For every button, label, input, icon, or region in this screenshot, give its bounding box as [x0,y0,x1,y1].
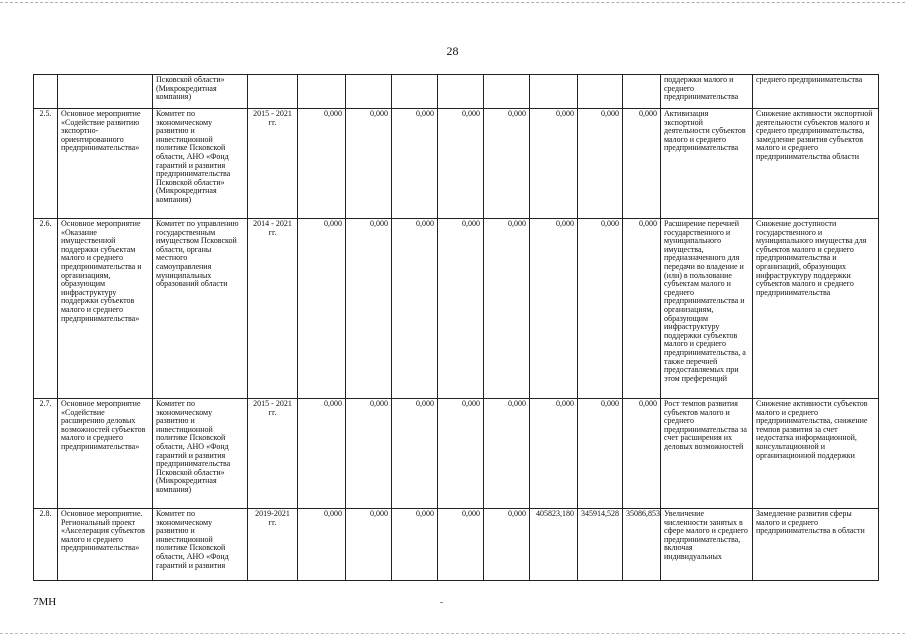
cell-v2: 0,000 [346,219,392,399]
cell-name: Основное мероприятие «Содействие развитию экспортно-ориентированного предпринимательства» [58,109,153,219]
cell-consequence: среднего предпринимательства [753,75,879,109]
cell-v4: 0,000 [438,399,484,509]
cell-v1 [298,75,346,109]
cell-result: Расширение перечней государственного и муниципального имущества, предназначенного для передачи во владение и (или) в пользование субъектам малого и среднего предпринимательства и организациям, образующим инфраструктуру поддержки субъектов малого и среднего предпринимательства, а также перечней предоставляемых при этом преференций [661,219,753,399]
table-row [34,109,879,219]
cell-v3 [392,75,438,109]
footer-code: 7МН [33,596,57,608]
cell-v4: 0,000 [438,219,484,399]
cell-period: 2014 - 2021 гг. [248,219,298,399]
cell-v6 [530,75,578,109]
cell-v6: 405823,180 [530,509,578,581]
page-number: 28 [446,44,459,58]
table-row [34,399,879,509]
cell-executor: Комитет по управлению государственным имуществом Псковской области, органы местного самоуправления муниципальных образований области [153,219,248,399]
cell-v7: 0,000 [578,219,623,399]
table-row [34,219,879,399]
cell-name: Основное мероприятие «Оказание имущественной поддержки субъектам малого и среднего предпринимательства и организациям, образующим инфраструктуру поддержки субъектов малого и среднего предпринимательства» [58,219,153,399]
cell-name: Основное мероприятие «Содействие расширению деловых возможностей субъектов малого и среднего предпринимательства» [58,399,153,509]
cell-v1: 0,000 [298,109,346,219]
scan-speck [440,602,443,603]
cell-num: 2.5. [34,109,58,219]
cell-v6: 0,000 [530,219,578,399]
cell-num: 2.7. [34,399,58,509]
table-row [34,509,879,581]
cell-v2: 0,000 [346,509,392,581]
cell-period: 2015 - 2021 гг. [248,399,298,509]
cell-v3: 0,000 [392,219,438,399]
cell-v5: 0,000 [484,219,530,399]
cell-num: 2.6. [34,219,58,399]
cell-v4 [438,75,484,109]
cell-name: Основное мероприятие. Региональный проект «Акселерация субъектов малого и среднего предпринимательства» [58,509,153,581]
cell-v1: 0,000 [298,399,346,509]
cell-v2 [346,75,392,109]
cell-executor: Комитет по экономическому развитию и инвестиционной политике Псковской области, АНО «Фонд гарантий и развития предпринимательства Псковской области» (Микрокредитная компания) [153,399,248,509]
cell-v7: 345914,528 [578,509,623,581]
table-row-continuation [34,75,879,109]
cell-num: 2.8. [34,509,58,581]
cell-v8: 35086,853 [623,509,661,581]
cell-v5 [484,75,530,109]
cell-consequence: Снижение активности субъектов малого и среднего предпринимательства, снижение темпов развития за счет недостатка информационной, консультационной и организационной поддержки [753,399,879,509]
program-measures-table [33,74,879,581]
cell-v2: 0,000 [346,399,392,509]
cell-v4: 0,000 [438,509,484,581]
cell-v6: 0,000 [530,109,578,219]
cell-executor: Псковской области» (Микрокредитная компания) [153,75,248,109]
cell-v7: 0,000 [578,109,623,219]
cell-v7 [578,75,623,109]
cell-v8: 0,000 [623,219,661,399]
cell-v1: 0,000 [298,509,346,581]
scan-edge-bottom [0,633,905,634]
cell-v5: 0,000 [484,399,530,509]
cell-v6: 0,000 [530,399,578,509]
cell-v8: 0,000 [623,109,661,219]
cell-result: Увеличение численности занятых в сфере малого и среднего предпринимательства, включая индивидуальных [661,509,753,581]
cell-period [248,75,298,109]
cell-v8: 0,000 [623,399,661,509]
cell-v8 [623,75,661,109]
cell-executor: Комитет по экономическому развитию и инвестиционной политике Псковской области, АНО «Фонд гарантий и развития [153,509,248,581]
cell-v3: 0,000 [392,109,438,219]
cell-v7: 0,000 [578,399,623,509]
cell-v5: 0,000 [484,509,530,581]
cell-result: Рост темпов развития субъектов малого и среднего предпринимательства за счет расширения их деловых возможностей [661,399,753,509]
cell-consequence: Снижение активности экспортной деятельности субъектов малого и среднего предпринимательства, замедление развития субъектов малого и среднего предпринимательства области [753,109,879,219]
cell-consequence: Снижение доступности государственного и муниципального имущества для субъектов малого и среднего предпринимательства и организаций, образующих инфраструктуру поддержки субъектов малого и среднего предпринимательства [753,219,879,399]
cell-consequence: Замедление развития сферы малого и среднего предпринимательства в области [753,509,879,581]
cell-period: 2015 - 2021 гг. [248,109,298,219]
cell-v1: 0,000 [298,219,346,399]
cell-result: поддержки малого и среднего предпринимательства [661,75,753,109]
cell-num [34,75,58,109]
cell-v2: 0,000 [346,109,392,219]
cell-v3: 0,000 [392,399,438,509]
cell-period: 2019-2021 гг. [248,509,298,581]
scan-edge-top [0,2,905,3]
cell-v4: 0,000 [438,109,484,219]
cell-v3: 0,000 [392,509,438,581]
cell-v5: 0,000 [484,109,530,219]
cell-name [58,75,153,109]
cell-executor: Комитет по экономическому развитию и инвестиционной политике Псковской области, АНО «Фонд гарантий и развития предпринимательства Псковской области» (Микрокредитная компания) [153,109,248,219]
cell-result: Активизация экспортной деятельности субъектов малого и среднего предпринимательства [661,109,753,219]
